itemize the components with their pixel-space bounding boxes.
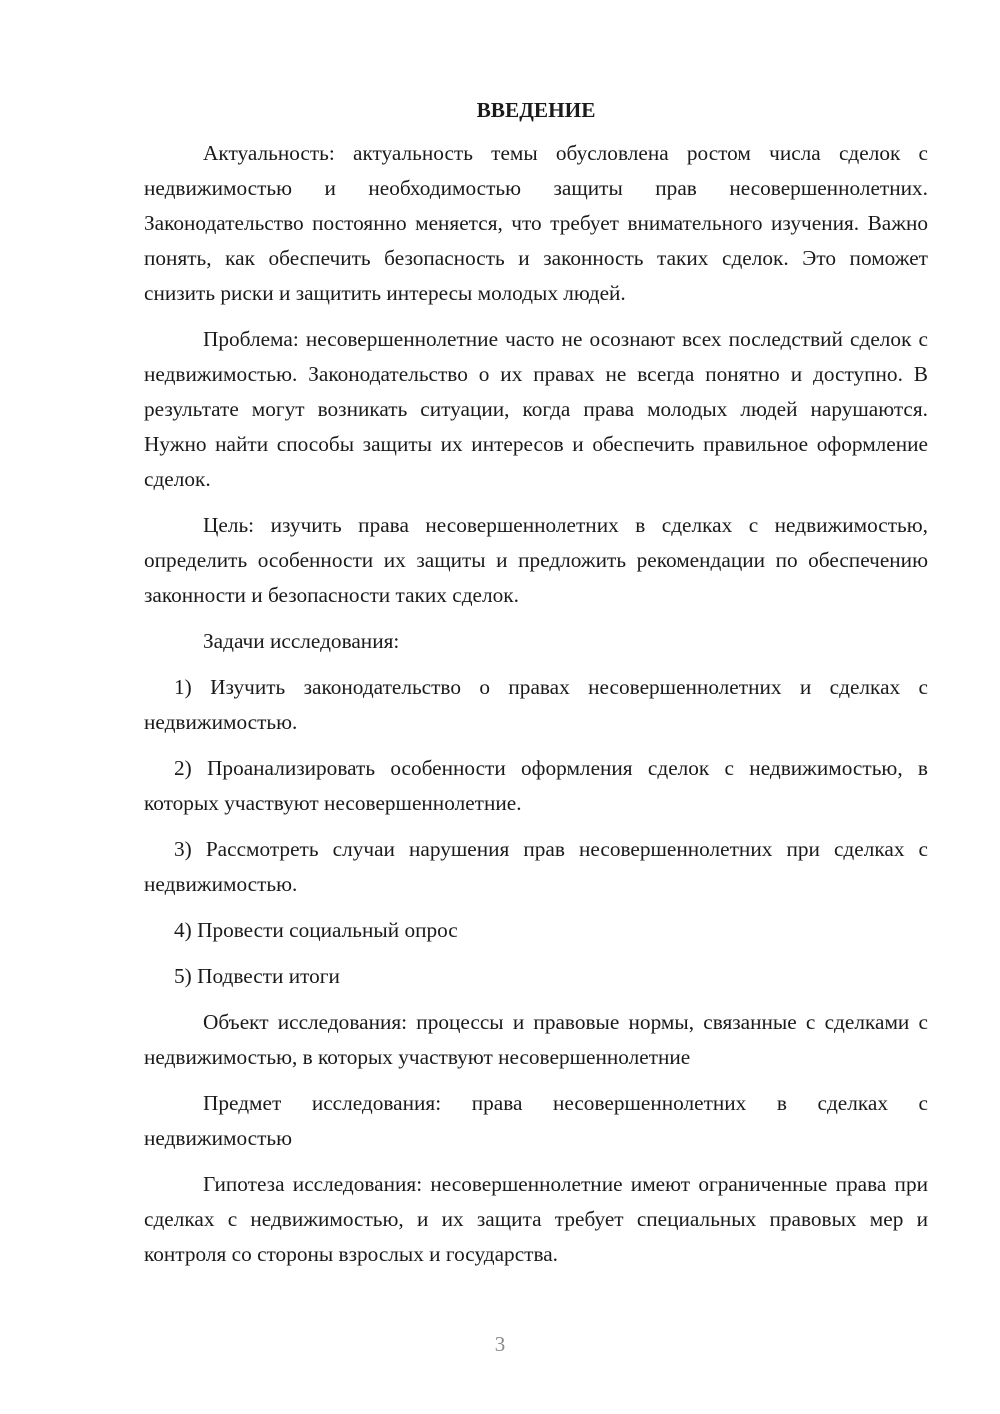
page-title: ВВЕДЕНИЕ: [476, 98, 596, 122]
task-item: 1) Изучить законодательство о правах несовершеннолетних и сделках с недвижимостью.: [144, 675, 928, 734]
paragraph-problem: Проблема: несовершеннолетние часто не осознают всех последствий сделок с недвижимостью. Законодательство о их правах не всегда понятно и доступно. В результате могут возникать ситуации, когда права молодых людей нарушаются. Нужно найти способы защиты их интересов и обеспечить правильное оформление сделок.: [144, 327, 928, 491]
page-number: 3: [494, 1332, 506, 1356]
paragraph-goal: Цель: изучить права несовершеннолетних в сделках с недвижимостью, определить особенности их защиты и предложить рекомендации по обеспечению законности и безопасности таких сделок.: [144, 513, 928, 607]
paragraph-hypothesis: Гипотеза исследования: несовершеннолетние имеют ограниченные права при сделках с недвижимостью, и их защита требует специальных правовых мер и контроля со стороны взрослых и государства.: [144, 1172, 928, 1266]
paragraph-subject: Предмет исследования: права несовершеннолетних в сделках с недвижимостью: [144, 1091, 928, 1150]
paragraph-relevance: Актуальность: актуальность темы обусловлена ростом числа сделок с недвижимостью и необходимостью защиты прав несовершеннолетних. Законодательство постоянно меняется, что требует внимательного изучения. Важно понять, как обеспечить безопасность и законность таких сделок. Это поможет снизить риски и защитить интересы молодых людей.: [144, 141, 928, 305]
page-content: [144, 92, 928, 1283]
task-item: 2) Проанализировать особенности оформления сделок с недвижимостью, в которых участвуют несовершеннолетние.: [144, 756, 928, 815]
task-item: 4) Провести социальный опрос: [174, 918, 458, 942]
paragraph-object: Объект исследования: процессы и правовые нормы, связанные с сделками с недвижимостью, в которых участвуют несовершеннолетние: [144, 1010, 928, 1069]
task-item: 3) Рассмотреть случаи нарушения прав несовершеннолетних при сделках с недвижимостью.: [144, 837, 928, 896]
paragraph-tasks-heading: Задачи исследования:: [203, 629, 400, 653]
task-item: 5) Подвести итоги: [174, 964, 340, 988]
